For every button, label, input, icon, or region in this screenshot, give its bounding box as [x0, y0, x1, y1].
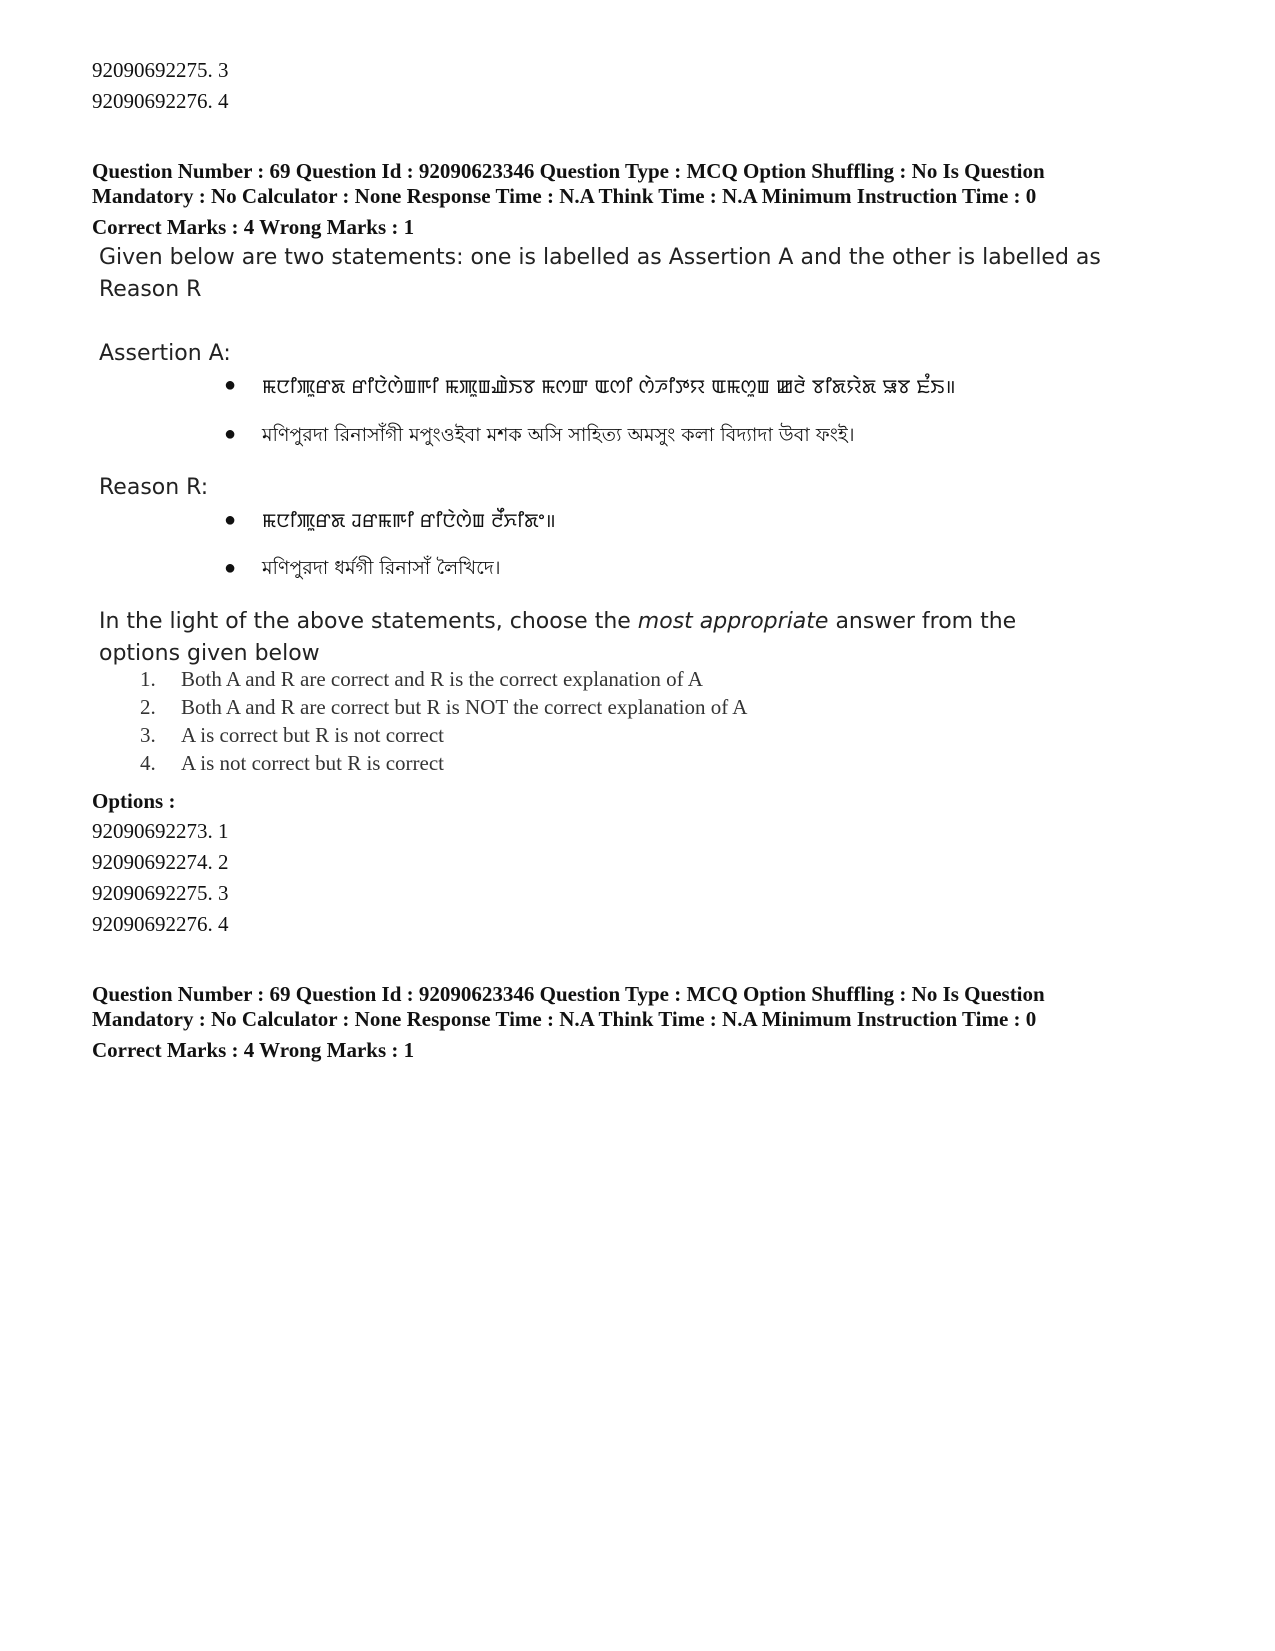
- option-row: 92090692276. 4: [92, 912, 229, 936]
- question-header-line2: Mandatory : No Calculator : None Response Time : N.A Think Time : N.A Minimum Instruction Time : 0: [92, 184, 1037, 208]
- next-question-header-line3: Correct Marks : 4 Wrong Marks : 1: [92, 1038, 415, 1062]
- choice-text: A is correct but R is not correct: [181, 723, 445, 747]
- bullet-icon: ●: [224, 423, 237, 445]
- assertion-label: Assertion A:: [99, 341, 231, 366]
- assertion-meitei-text: ꯃꯅꯤꯄꯨꯔꯗ ꯔꯤꯅꯥꯁꯥꯡꯒꯤ ꯃꯄꯨꯡꯉꯥꯏꯕ ꯃꯁꯛ ꯑꯁꯤ ꯁꯥꯍꯤꯇꯌ ꯑꯃꯁꯨꯡ ꯀꯂꯥ ꯕꯤꯗꯌꯥꯗ ꯎꯕ ꯐꯪꯏ॥: [262, 376, 956, 398]
- top-option-4: 92090692276. 4: [92, 89, 229, 113]
- option-row: 92090692274. 2: [92, 850, 229, 874]
- choice-number: 1.: [140, 667, 156, 691]
- option-row: 92090692275. 3: [92, 881, 229, 905]
- bullet-icon: ●: [224, 557, 237, 579]
- bullet-icon: ●: [224, 374, 237, 396]
- question-intro-line1: Given below are two statements: one is labelled as Assertion A and the other is labelled as: [99, 245, 1101, 270]
- question-header-line3: Correct Marks : 4 Wrong Marks : 1: [92, 215, 415, 239]
- reason-bengali-text: মণিপুরদা ধর্মগী রিনাসাঁ লৈখিদে।: [262, 557, 501, 579]
- option-row: 92090692273. 1: [92, 819, 229, 843]
- reason-label: Reason R:: [99, 475, 209, 500]
- choice-text: Both A and R are correct but R is NOT the correct explanation of A: [181, 695, 748, 719]
- bullet-icon: ●: [224, 509, 237, 531]
- assertion-bengali-text: মণিপুরদা রিনাসাঁগী মপুংওইবা মশক অসি সাহিত্য অমসুং কলা বিদ্যাদা উবা ফংই।: [262, 424, 855, 446]
- choice-text: A is not correct but R is correct: [181, 751, 445, 775]
- choice-number: 4.: [140, 751, 156, 775]
- next-question-header-line2: Mandatory : No Calculator : None Response Time : N.A Think Time : N.A Minimum Instruction Time : 0: [92, 1007, 1037, 1031]
- next-question-header-line1: Question Number : 69 Question Id : 92090623346 Question Type : MCQ Option Shuffling : No Is Question: [92, 982, 1045, 1006]
- choice-number: 2.: [140, 695, 156, 719]
- top-option-3: 92090692275. 3: [92, 58, 229, 82]
- choice-number: 3.: [140, 723, 156, 747]
- question-header-line1: Question Number : 69 Question Id : 92090623346 Question Type : MCQ Option Shuffling : No Is Question: [92, 159, 1045, 183]
- question-prompt-line1: In the light of the above statements, choose the most appropriate answer from the: [99, 609, 1017, 634]
- question-intro-line2: Reason R: [99, 277, 202, 302]
- question-prompt-line2: options given below: [99, 641, 320, 666]
- reason-meitei-text: ꯃꯅꯤꯄꯨꯔꯗ ꯙꯔꯃꯒꯤ ꯔꯤꯅꯥꯁꯥꯡ ꯂꯩꯈꯤꯗꯦ॥: [262, 510, 556, 532]
- choice-text: Both A and R are correct and R is the correct explanation of A: [181, 667, 703, 691]
- options-label: Options :: [92, 789, 176, 813]
